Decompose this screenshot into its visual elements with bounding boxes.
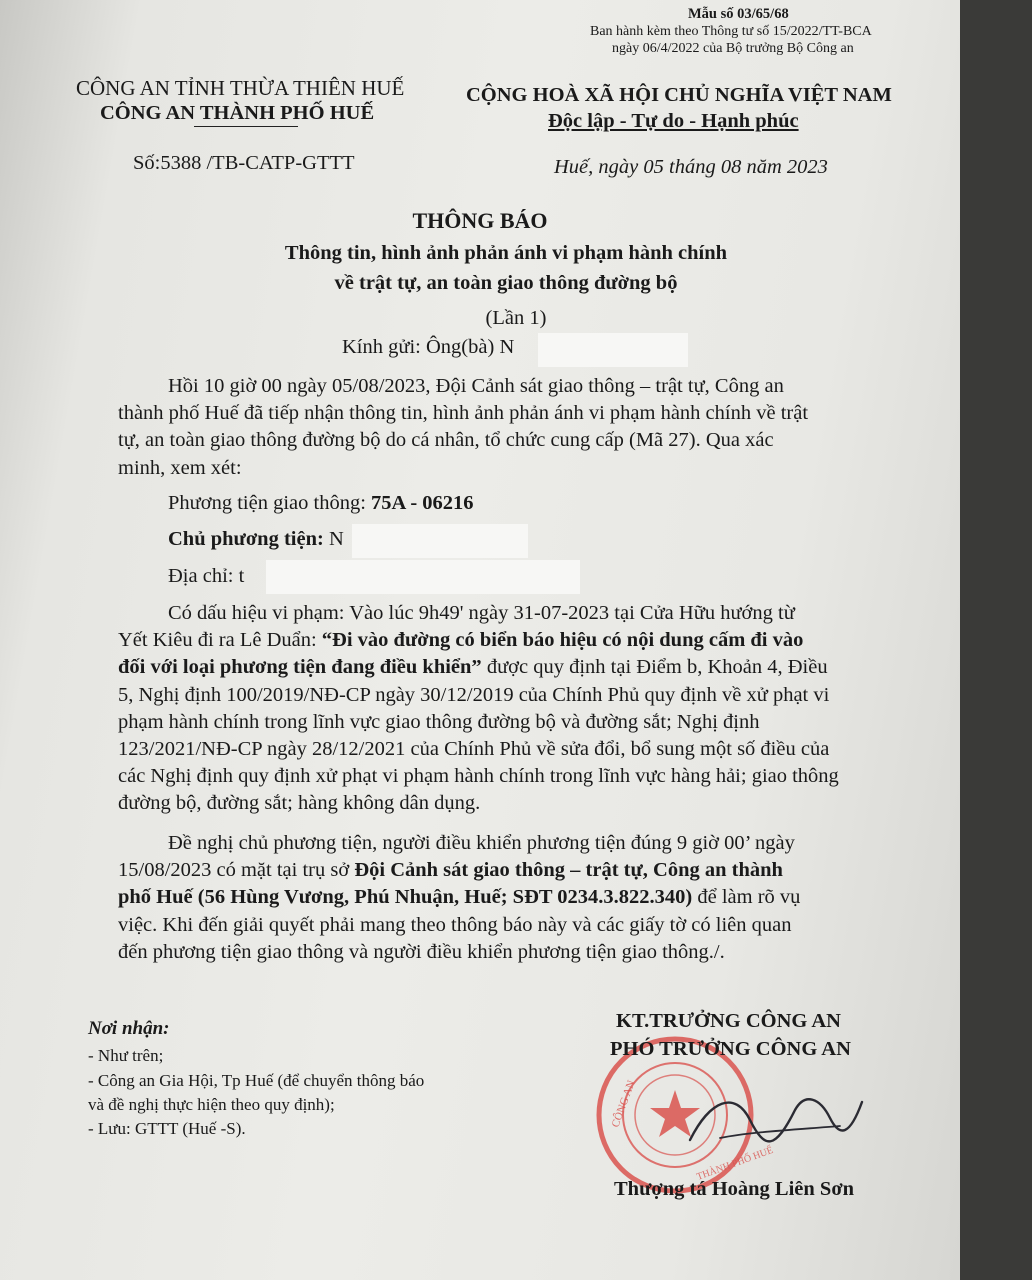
- recipient-label: Kính gửi: Ông(bà): [342, 336, 500, 358]
- signer-name: Thượng tá Hoàng Liên Sơn: [614, 1178, 855, 1200]
- violation-line-2a: Yết Kiêu đi ra Lê Duẩn:: [118, 629, 322, 652]
- vehicle-plate: 75A - 06216: [371, 492, 474, 514]
- recipients-item-1: - Như trên;: [88, 1046, 164, 1065]
- title-subline-2: về trật tự, an toàn giao thông đường bộ: [334, 272, 678, 294]
- agency-name: CÔNG AN THÀNH PHỐ HUẾ: [100, 102, 375, 124]
- violation-line-2: [118, 627, 908, 654]
- owner-label: Chủ phương tiện:: [168, 528, 329, 550]
- recipients-title: Nơi nhận:: [88, 1018, 170, 1039]
- country-name: CỘNG HOÀ XÃ HỘI CHỦ NGHĨA VIỆT NAM: [466, 84, 892, 106]
- violation-line-5: phạm hành chính trong lĩnh vực giao thông đường bộ và đường sắt; Nghị định: [118, 710, 760, 733]
- request-line-5: đến phương tiện giao thông và người điều khiển phương tiện giao thông./.: [118, 940, 725, 963]
- violation-line-8: đường bộ, đường sắt; hàng không dân dụng.: [118, 792, 481, 815]
- recipients-item-2: - Công an Gia Hội, Tp Huế (để chuyển thông báo: [88, 1071, 425, 1090]
- form-issued-with: Ban hành kèm theo Thông tư số 15/2022/TT-BCA: [590, 24, 872, 39]
- violation-line-3b: được quy định tại Điểm b, Khoản 4, Điều: [481, 656, 828, 679]
- request-line-1: Đề nghị chủ phương tiện, người điều khiển phương tiện đúng 9 giờ 00’ ngày: [168, 832, 795, 854]
- handwritten-signature: [680, 1080, 870, 1160]
- signature-title-2: PHÓ TRƯỞNG CÔNG AN: [610, 1038, 851, 1060]
- address-line: [168, 565, 244, 588]
- request-line-4: việc. Khi đến giải quyết phải mang theo thông báo này và các giấy tờ có liên quan: [118, 913, 792, 936]
- intro-line-3: tự, an toàn giao thông đường bộ do cá nhân, tổ chức cung cấp (Mã 27). Qua xác: [118, 429, 774, 452]
- redacted-address: [266, 560, 580, 594]
- address-partial: t: [238, 565, 245, 587]
- request-line-3b: để làm rõ vụ: [692, 886, 801, 909]
- violation-line-4: 5, Nghị định 100/2019/NĐ-CP ngày 30/12/2019 của Chính Phủ quy định về xử phạt vi: [118, 683, 830, 706]
- request-line-3a: phố Huế (56 Hùng Vương, Phú Nhuận, Huế; SĐT 0234.3.822.340): [118, 886, 693, 909]
- intro-line-4: minh, xem xét:: [118, 456, 242, 479]
- violation-line-2b: “Đi vào đường có biển báo hiệu có nội dung cấm đi vào: [321, 629, 804, 652]
- violation-paragraph: [118, 600, 908, 818]
- violation-line-3a: đối với loại phương tiện đang điều khiển”: [118, 656, 482, 679]
- request-paragraph: [118, 830, 908, 966]
- owner-partial: N: [328, 528, 344, 550]
- redacted-recipient-name: [538, 333, 688, 367]
- intro-line-2: thành phố Huế đã tiếp nhận thông tin, hình ảnh phản ánh vi phạm hành chính về trật: [118, 402, 809, 425]
- place-and-date: Huế, ngày 05 tháng 08 năm 2023: [554, 156, 828, 178]
- recipient-line: [342, 336, 514, 359]
- svg-text:CÔNG AN: CÔNG AN: [609, 1078, 638, 1130]
- national-motto: Độc lập - Tự do - Hạnh phúc: [548, 110, 799, 132]
- form-issued-date: ngày 06/4/2022 của Bộ trưởng Bộ Công an: [612, 41, 854, 56]
- recipients-item-4: - Lưu: GTTT (Huế -S).: [88, 1119, 246, 1138]
- recipients-item-3: và đề nghị thực hiện theo quy định);: [88, 1095, 335, 1114]
- address-label: Địa chỉ:: [168, 565, 239, 587]
- intro-paragraph: [118, 373, 908, 482]
- recipient-partial: N: [499, 336, 515, 358]
- request-line-2: [118, 857, 908, 884]
- request-line-2a: 15/08/2023 có mặt tại trụ sở: [118, 859, 355, 882]
- title-subline-1: Thông tin, hình ảnh phản ánh vi phạm hành chính: [284, 242, 728, 264]
- owner-line: [168, 528, 344, 551]
- redacted-owner-name: [352, 524, 528, 558]
- violation-line-3: [118, 654, 908, 681]
- violation-line-1: Có dấu hiệu vi phạm: Vào lúc 9h49' ngày 31-07-2023 tại Cửa Hữu hướng từ: [168, 602, 795, 624]
- violation-line-7: các Nghị định quy định xử phạt vi phạm hành chính trong lĩnh vực hàng hải; giao thông: [118, 765, 839, 788]
- document-title: THÔNG BÁO: [412, 208, 548, 233]
- signature-title-1: KT.TRƯỞNG CÔNG AN: [616, 1010, 841, 1032]
- document-number: Số:5388 /TB-CATP-GTTT: [133, 152, 355, 174]
- intro-line-1: Hồi 10 giờ 00 ngày 05/08/2023, Đội Cảnh sát giao thông – trật tự, Công an: [168, 375, 784, 397]
- request-line-3: [118, 884, 908, 911]
- request-line-2b: Đội Cảnh sát giao thông – trật tự, Công an thành: [354, 859, 783, 882]
- agency-parent: CÔNG AN TỈNH THỪA THIÊN HUẾ: [76, 76, 405, 100]
- agency-underline: [194, 126, 298, 127]
- vehicle-label: Phương tiện giao thông:: [168, 492, 372, 514]
- notice-round: (Lần 1): [485, 307, 547, 329]
- violation-line-6: 123/2021/NĐ-CP ngày 28/12/2021 của Chính Phủ về sửa đổi, bổ sung một số điều của: [118, 738, 830, 761]
- svg-text:THÀNH PHỐ HUẾ: THÀNH PHỐ HUẾ: [695, 1144, 775, 1183]
- form-code: Mẫu số 03/65/68: [688, 6, 789, 22]
- vehicle-line: [168, 492, 474, 515]
